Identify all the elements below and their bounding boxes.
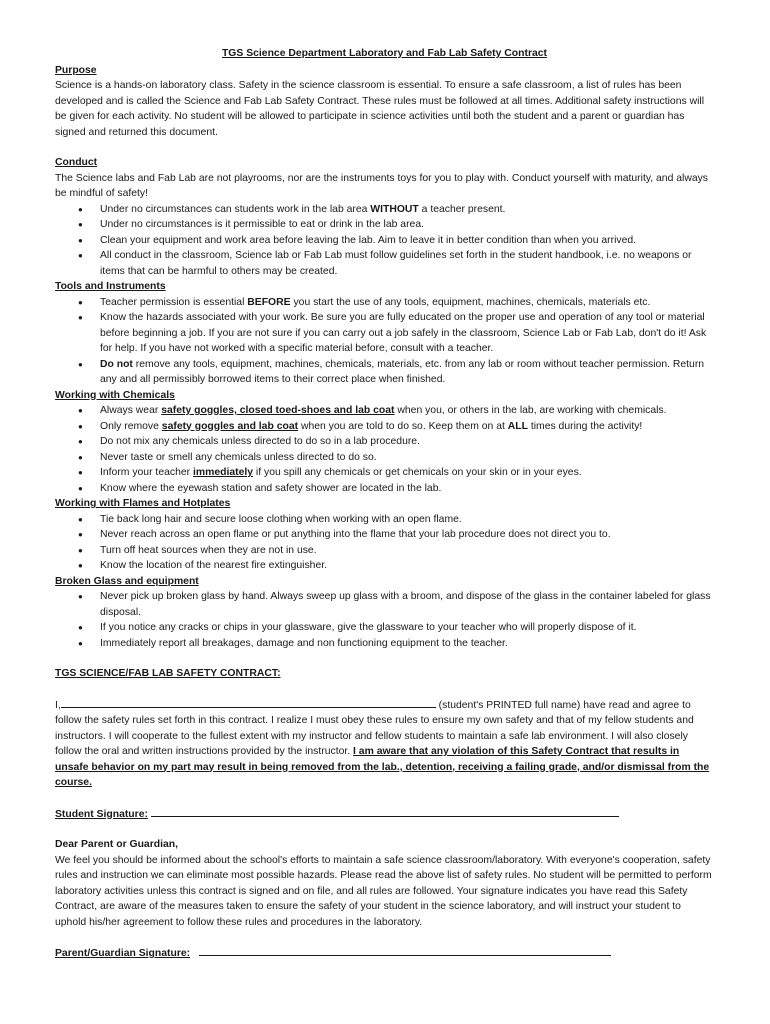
rule-text: Under no circumstances can students work in the lab area bbox=[100, 203, 371, 215]
rule-text: Teacher permission is essential bbox=[100, 296, 248, 308]
rule-emphasis: BEFORE bbox=[247, 296, 291, 308]
spacer bbox=[55, 651, 714, 666]
student-signature-label: Student Signature: bbox=[55, 808, 148, 820]
contract-text: (student's PRINTED full name) have read and agree to follow the safety rules set forth in this contract. I realize I must obey these rules to ensure my own safety and that of my fellow students and instructors. I will cooperate to the fullest extent with my instructor and fellow students to maintain a safe lab environment. I will also closely follow the oral and written instructions provided by the instructor. bbox=[55, 699, 694, 757]
rule-text: remove any tools, equipment, machines, chemicals, materials, etc. from any lab or room without teacher permission. Return any and all permissibly borrowed items to their correct place when finished. bbox=[100, 358, 705, 385]
purpose-heading: Purpose bbox=[55, 64, 97, 76]
spacer bbox=[55, 930, 714, 945]
rule-text: when you, or others in the lab, are working with chemicals. bbox=[394, 405, 667, 416]
list-item: ● Tie back long hair and secure loose clothing when working with an open flame. bbox=[100, 512, 714, 528]
list-item: ● Know where the eyewash station and safety shower are located in the lab. bbox=[100, 481, 714, 497]
conduct-list bbox=[55, 202, 714, 280]
tools-list bbox=[55, 295, 714, 388]
list-item: ● All conduct in the classroom, Science lab or Fab Lab must follow guidelines set forth in the student handbook, i.e. no weapons or items that can be harmful to others may be created. bbox=[100, 248, 714, 279]
list-item bbox=[100, 202, 714, 218]
spacer bbox=[55, 140, 714, 155]
purpose-text: Science is a hands-on laboratory class. Safety in the science classroom is essential. To ensure a safe classroom, a list of rules has been developed and is called the Science and Fab Lab Safety Contract. These rules must be followed at all times. Additional safety instructions will be given for each activity. No student will be allowed to participate in science activities until both the student and a parent or guardian has signed and returned this document. bbox=[55, 80, 705, 138]
contract-agreement bbox=[55, 697, 714, 791]
rule-text: you start the use of any tools, equipment, machines, chemicals, materials etc. bbox=[290, 296, 651, 308]
parent-signature-field[interactable] bbox=[199, 945, 611, 956]
list-item bbox=[100, 403, 714, 419]
rule-emphasis: immediately bbox=[192, 467, 254, 478]
flames-list bbox=[55, 512, 714, 574]
chemicals-list bbox=[55, 403, 714, 496]
list-item: ● Know the hazards associated with your work. Be sure you are fully educated on the proper use and operation of any tool or material before beginning a job. If you are not sure if you can carry out a job safely in the classroom, Science Lab or Fab Lab, don't do it! Ask for help. If you have not worked with a specific material before, consult with a teacher. bbox=[100, 310, 714, 357]
list-item: ● Under no circumstances is it permissible to eat or drink in the lab area. bbox=[100, 217, 714, 233]
list-item bbox=[100, 295, 714, 311]
glass-list bbox=[55, 589, 714, 651]
flames-heading: Working with Flames and Hotplates bbox=[55, 498, 231, 509]
violation-statement: I am aware that any violation of this Safety Contract that results in unsafe behavior on my part may result in being removed from the lab., detention, receiving a failing grade, and/or dismissal from the course. bbox=[55, 746, 710, 788]
tools-heading: Tools and Instruments bbox=[55, 281, 166, 292]
rule-text: Only remove bbox=[100, 420, 162, 432]
student-signature-row bbox=[55, 806, 714, 823]
parent-salutation: Dear Parent or Guardian, bbox=[55, 839, 178, 850]
parent-letter-text: We feel you should be informed about the school's efforts to maintain a safe science classroom/laboratory. With everyone's cooperation, safety rules and instruction we can eliminate most possible hazards. Please read the above list of safety rules. No student will be permitted to perform laboratory activities unless this contract is signed and on file, and all rules are followed. Your signature indicates you have read this Safety Contract, are aware of the measures taken to ensure the safety of your student in the science laboratory, and will instruct your student to uphold his/her agreement to follow these rules and procedures in the laboratory. bbox=[55, 854, 712, 928]
spacer bbox=[55, 822, 714, 837]
list-item: ● Never reach across an open flame or put anything into the flame that your lab procedure does not direct you to. bbox=[100, 527, 714, 543]
list-item bbox=[100, 357, 714, 388]
list-item bbox=[100, 419, 714, 435]
list-item: ● Immediately report all breakages, damage and non functioning equipment to the teacher. bbox=[100, 636, 714, 652]
rule-text: a teacher present. bbox=[418, 203, 506, 215]
conduct-intro: The Science labs and Fab Lab are not playrooms, nor are the instruments toys for you to play with. Conduct yourself with maturity, and always be mindful of safety! bbox=[55, 172, 709, 199]
rule-text: times during the activity! bbox=[527, 420, 643, 432]
list-item: ● Clean your equipment and work area before leaving the lab. Aim to leave it in better condition than when you arrived. bbox=[100, 233, 714, 249]
list-item bbox=[100, 465, 714, 481]
document-title: TGS Science Department Laboratory and Fab Lab Safety Contract bbox=[221, 48, 548, 59]
contract-heading: TGS SCIENCE/FAB LAB SAFETY CONTRACT: bbox=[55, 668, 281, 679]
list-item: ● Know the location of the nearest fire extinguisher. bbox=[100, 558, 714, 574]
chemicals-heading: Working with Chemicals bbox=[55, 389, 175, 401]
student-name-field[interactable] bbox=[61, 697, 436, 708]
parent-signature-label: Parent/Guardian Signature: bbox=[55, 948, 191, 959]
contract-lead: I, bbox=[55, 699, 61, 711]
rule-emphasis: safety goggles, closed toed-shoes and lab coat bbox=[161, 405, 395, 416]
conduct-heading: Conduct bbox=[55, 157, 98, 168]
rule-emphasis: Do not bbox=[100, 358, 133, 370]
glass-heading: Broken Glass and equipment bbox=[55, 575, 199, 587]
rule-text: if you spill any chemicals or get chemicals on your skin or in your eyes. bbox=[253, 467, 582, 478]
list-item: ● If you notice any cracks or chips in your glassware, give the glassware to your teacher who will properly dispose of it. bbox=[100, 620, 714, 636]
spacer bbox=[55, 682, 714, 697]
student-signature-field[interactable] bbox=[151, 806, 619, 817]
parent-signature-row bbox=[55, 945, 714, 962]
spacer bbox=[55, 791, 714, 806]
rule-text: when you are told to do so. Keep them on at bbox=[298, 420, 508, 432]
list-item: ● Never taste or smell any chemicals unless directed to do so. bbox=[100, 450, 714, 466]
rule-emphasis: safety goggles and lab coat bbox=[161, 420, 299, 432]
rule-text: Inform your teacher bbox=[100, 467, 193, 478]
rule-text: Always wear bbox=[100, 405, 162, 416]
list-item: ● Turn off heat sources when they are not in use. bbox=[100, 543, 714, 559]
list-item: ● Never pick up broken glass by hand. Always sweep up glass with a broom, and dispose of the glass in the container labeled for glass disposal. bbox=[100, 589, 714, 620]
list-item: ● Do not mix any chemicals unless directed to do so in a lab procedure. bbox=[100, 434, 714, 450]
rule-emphasis: WITHOUT bbox=[370, 203, 419, 215]
rule-emphasis: ALL bbox=[507, 420, 528, 432]
